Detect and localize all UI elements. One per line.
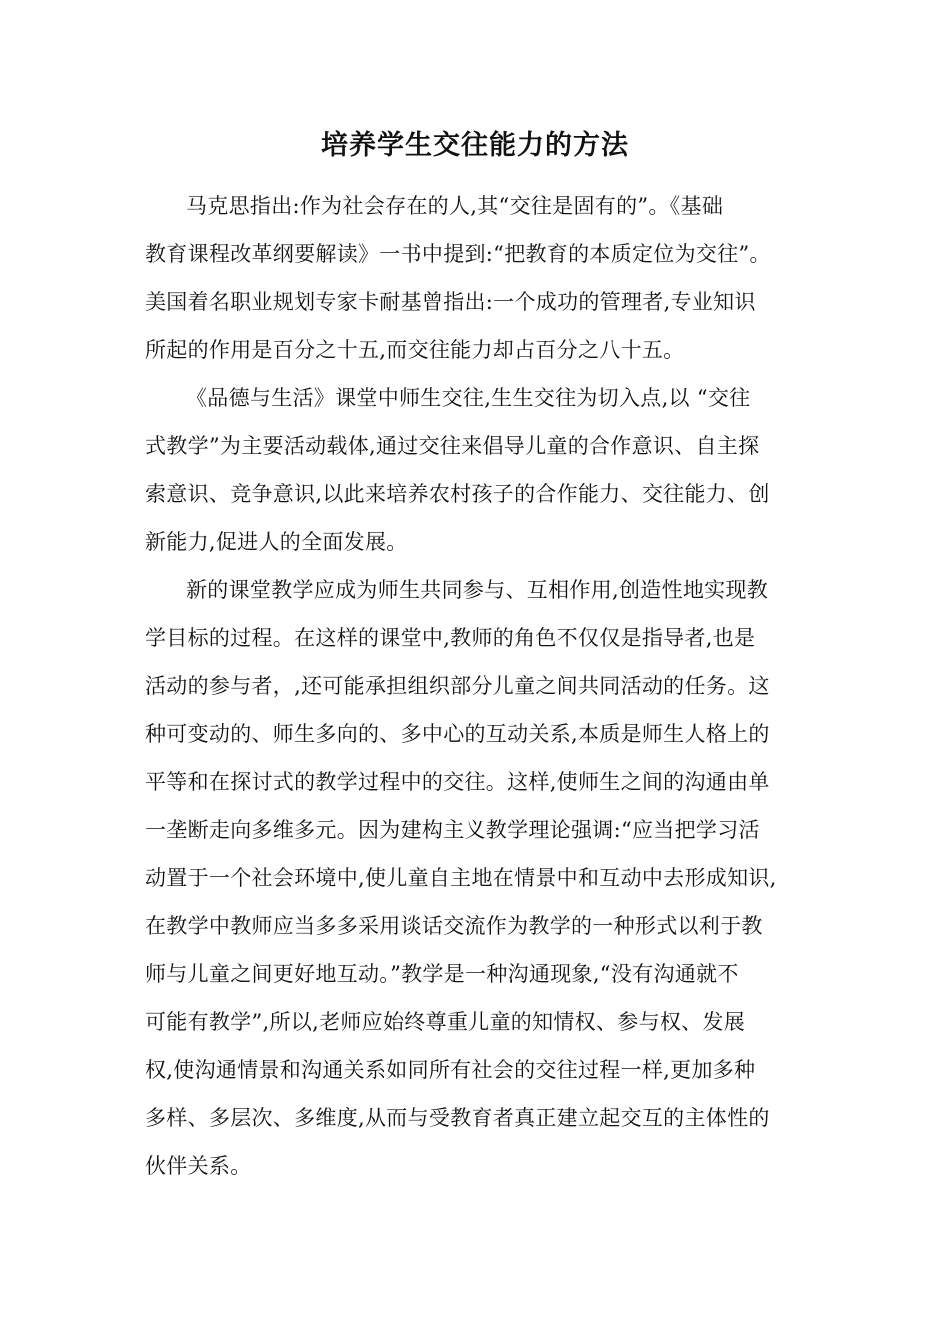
paragraph-3-line-7: 动置于一个社会环境中,使儿童自主地在情景中和互动中去形成知识, [145,866,777,890]
paragraph-3-line-9: 师与儿童之间更好地互动。”教学是一种沟通现象,“没有沟通就不 [145,962,739,986]
paragraph-1-line-4: 所起的作用是百分之十五,而交往能力却占百分之八十五。 [145,338,685,362]
paragraph-2-line-3: 索意识、竞争意识,以此来培养农村孩子的合作能力、交往能力、创 [145,482,770,506]
paragraph-3-line-1: 新的课堂教学应成为师生共同参与、互相作用,创造性地实现教 [186,578,769,602]
paragraph-1-line-3: 美国着名职业规划专家卡耐基曾指出:一个成功的管理者,专业知识 [145,290,756,314]
paragraph-2-line-1: 《品德与生活》课堂中师生交往,生生交往为切入点,以 “交往 [186,386,751,410]
paragraph-2-line-4: 新能力,促进人的全面发展。 [145,530,408,554]
paragraph-1-line-1: 马克思指出:作为社会存在的人,其“交往是固有的”。《基础 [186,194,724,218]
paragraph-2-line-2: 式教学”为主要活动载体,通过交往来倡导儿童的合作意识、自主探 [145,434,760,458]
paragraph-3-line-4: 种可变动的、师生多向的、多中心的互动关系,本质是师生人格上的 [145,722,770,746]
paragraph-3-line-2: 学目标的过程。在这样的课堂中,教师的角色不仅仅是指导者,也是 [145,626,756,650]
paragraph-1-line-2: 教育课程改革纲要解读》一书中提到:“把教育的本质定位为交往”。 [145,242,771,266]
paragraph-3-line-5: 平等和在探讨式的教学过程中的交往。这样,使师生之间的沟通由单 [145,770,770,794]
document-title: 培养学生交往能力的方法 [321,130,629,161]
paragraph-3-line-6: 一垄断走向多维多元。因为建构主义教学理论强调:“应当把学习活 [145,818,760,842]
paragraph-3-line-10: 可能有教学”,所以,老师应始终尊重儿童的知情权、参与权、发展 [145,1010,746,1034]
paragraph-3-line-3: 活动的参与者，,还可能承担组织部分儿童之间共同活动的任务。这 [145,674,770,698]
paragraph-3-line-12: 多样、多层次、多维度,从而与受教育者真正建立起交互的主体性的 [145,1106,770,1130]
paragraph-3-line-13: 伙伴关系。 [145,1154,252,1178]
paragraph-3-line-8: 在教学中教师应当多多采用谈话交流作为教学的一种形式以利于教 [145,914,763,938]
paragraph-3-line-11: 权,使沟通情景和沟通关系如同所有社会的交往过程一样,更加多种 [145,1058,756,1082]
